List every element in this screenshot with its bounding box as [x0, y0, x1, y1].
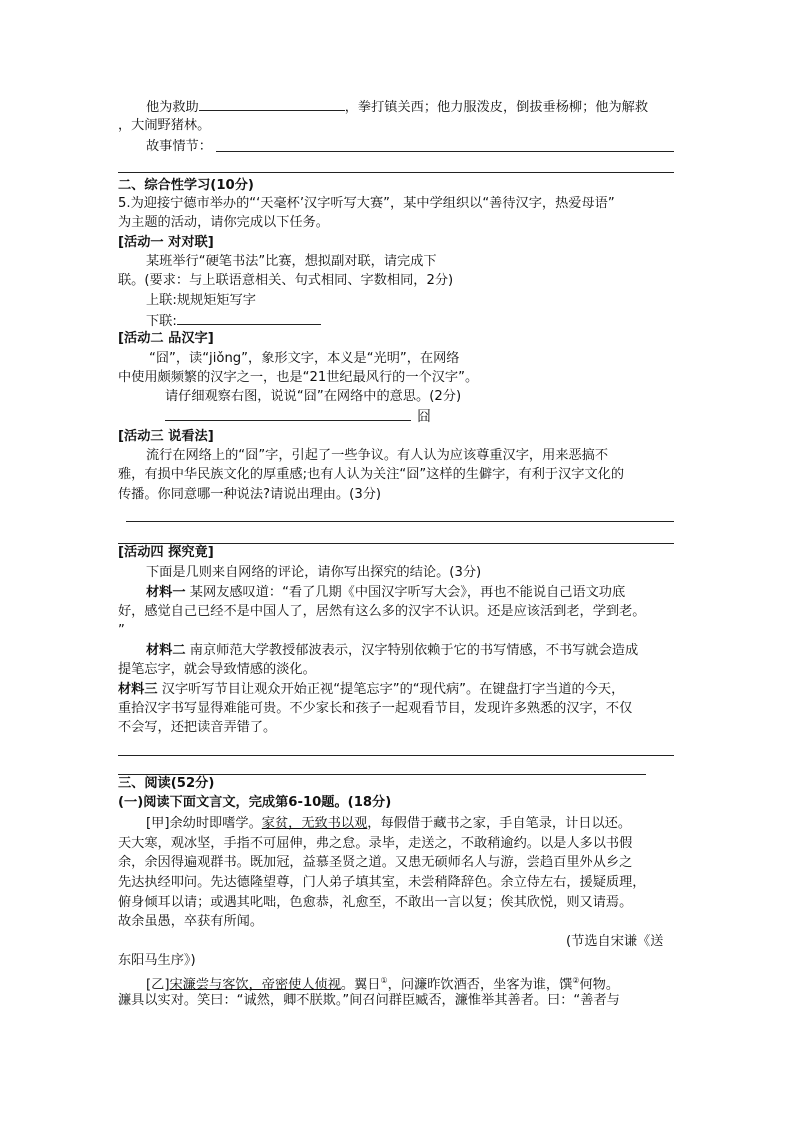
- help-line: [146, 96, 648, 118]
- activity3-text-2: 雅，有损中华民族文化的厚重感;也有人认为关注“囧”这样的生僻字，有利于汉字文化的: [118, 467, 625, 482]
- activity2-answer-blank[interactable]: [165, 406, 411, 421]
- help-prefix: 他为救助: [146, 100, 199, 115]
- material1-text-2: 好，感觉自己已经不是中国人了，居然有这么多的汉字不认识。还是应该活到老，学到老。: [118, 604, 646, 619]
- material1-text-3: ”: [118, 623, 125, 638]
- passage-b-line-2: 濂具以实对。笑曰：“诚然，卿不朕欺。”间召问群臣臧否，濂惟举其善者。曰：“善者与: [118, 993, 620, 1008]
- activity4-text: 下面是几则来自网络的评论，请你写出探究的结论。(3分): [146, 565, 482, 580]
- material3-text-2: 重拾汉字书写显得难能可贵。不少家长和孩子一起观看节目，发现许多熟悉的汉字，不仅: [118, 701, 633, 716]
- passage-a-line-3: 余，余因得遍观群书。既加冠，益慕圣贤之道。又患无硕师名人与游，尝趋百里外从乡之: [118, 855, 633, 870]
- passage-a-rest: ，每假借于藏书之家，手自笔录，计日以还。: [367, 816, 632, 831]
- footnote-mark-2: ②: [572, 976, 580, 985]
- passage-b-rest-2: ，问濂昨饮酒否，坐客为谁，馔: [387, 977, 573, 993]
- passage-a-line-2: 天大寒，观冰坚，手指不可屈伸，弗之怠。录毕，走送之，不敢稍逾约。以是人多以书假: [118, 836, 633, 851]
- passage-b-underlined: 宋濂尝与客饮，帝密使人侦视: [169, 977, 341, 993]
- activity4-answer-line-1[interactable]: [118, 755, 674, 756]
- activity1-text-1: 某班举行“硬笔书法”比赛，想拟副对联，请完成下: [146, 254, 437, 269]
- section3-sub-heading: (一)阅读下面文言文，完成第6-10题。(18分): [118, 795, 392, 810]
- activity1-text-2: 联。(要求：与上联语意相关、句式相同、字数相同，2分): [118, 273, 454, 288]
- passage-a-line-4: 先达执经叩问。先达德隆望尊，门人弟子填其室，未尝稍降辞色。余立侍左右，援疑质理，: [118, 875, 646, 890]
- plot-answer-line-1[interactable]: [216, 151, 674, 152]
- material1-label: 材料一: [146, 585, 186, 600]
- help-suffix: ，拳打镇关西；他力服泼皮，倒拔垂杨柳；他为解救: [344, 100, 649, 115]
- material1-line-1: [146, 583, 625, 603]
- activity4-heading: [活动四 探究竟]: [118, 545, 214, 560]
- activity2-text-1: “囧”，读“jiǒng”，象形文字，本义是“光明”，在网络: [149, 351, 460, 366]
- activity2-heading: [活动二 品汉字]: [118, 331, 214, 346]
- section2-intro-2: 为主题的活动，请你完成以下任务。: [118, 215, 329, 230]
- material2-text-1: 南京师范大学教授郁波表示，汉字特别依赖于它的书写情感，不书写就会造成: [185, 643, 639, 658]
- activity1-heading: [活动一 对对联]: [118, 235, 214, 250]
- material2-label: 材料二: [146, 643, 186, 658]
- passage-a-line-6: 故余虽愚，卒获有所闻。: [118, 914, 264, 929]
- activity3-answer-line-1[interactable]: [126, 521, 674, 522]
- material3-line-1: [118, 680, 624, 700]
- material3-text-1: 汉字听写节目让观众开始正视“提笔忘字”的“现代病”。在键盘打字当道的今天，: [157, 682, 625, 697]
- passage-b-rest-3: 何物。: [579, 977, 620, 993]
- material1-text-1: 某网友感叹道：“看了几期《中国汉字听写大会》，再也不能说自己语文功底: [185, 585, 626, 600]
- material2-text-2: 提笔忘字，就会导致情感的淡化。: [118, 662, 316, 677]
- upper-couplet: 上联:规规矩矩写字: [146, 293, 256, 308]
- activity3-text-1: 流行在网络上的“囧”字，引起了一些争议。有人认为应该尊重汉字，用来恶搞不: [146, 448, 609, 463]
- help-blank[interactable]: [199, 96, 345, 111]
- material3-text-3: 不会写，还把读音弄错了。: [118, 720, 277, 735]
- plot-answer-line-2[interactable]: [118, 172, 674, 173]
- passage-a-line-5: 俯身倾耳以请；或遇其叱咄，色愈恭，礼愈至，不敢出一言以复；俟其欣悦，则又请焉。: [118, 895, 633, 910]
- passage-b-prefix: [乙]: [146, 977, 170, 993]
- passage-a-underlined: 家贫，无致书以观: [261, 816, 368, 831]
- passage-a-prefix: [甲]余幼时即嗜学。: [146, 816, 262, 831]
- activity3-text-3: 传播。你同意哪一种说法?请说出理由。(3分): [118, 487, 382, 502]
- footnote-mark-1: ①: [380, 976, 388, 985]
- plot-label: 故事情节：: [146, 139, 212, 154]
- source-line-1: (节选自宋谦《送: [566, 934, 664, 949]
- passage-a-line-1: [146, 814, 631, 834]
- section3-heading: 三、阅读(52分): [118, 776, 215, 791]
- jiong-character: 囧: [417, 409, 431, 425]
- lower-couplet-label: 下联:: [146, 314, 177, 329]
- activity2-text-2: 中使用颇频繁的汉字之一，也是“21世纪最风行的一个汉字”。: [118, 370, 479, 385]
- help-line-2: ，大闹野猪林。: [118, 118, 211, 133]
- activity3-heading: [活动三 说看法]: [118, 429, 214, 444]
- passage-b-rest-1: 。翼日: [340, 977, 381, 993]
- source-line-2: 东阳马生序》): [118, 953, 196, 968]
- section2-heading: 二、综合性学习(10分): [118, 178, 254, 193]
- material3-label: 材料三: [118, 682, 158, 697]
- activity2-text-3: 请仔细观察右图，说说“囧”在网络中的意思。(2分): [165, 389, 462, 404]
- section2-intro-1: 5.为迎接宁德市举办的“‘天毫杯’汉字听写大赛”，某中学组织以“善待汉字，热爱母语”: [118, 196, 615, 211]
- lower-couplet-blank[interactable]: [177, 310, 321, 325]
- activity2-answer: [165, 406, 431, 428]
- material2-line-1: [146, 641, 638, 661]
